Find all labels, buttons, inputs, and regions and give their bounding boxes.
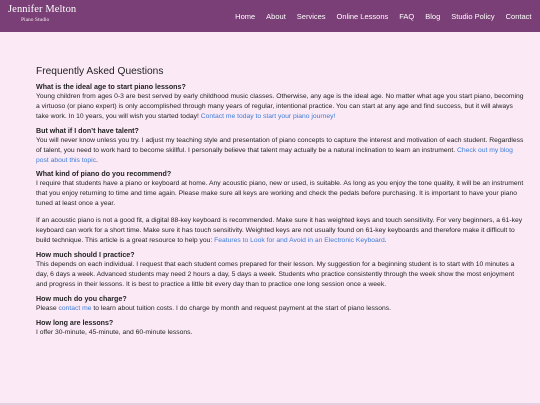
- answer-text: You will never know unless you try. I adjust my teaching style and presentation of piano concepts to capture the interest and motivation of each student. Regardless of talent, you need to work hard to become skillful. I personally believe that talent may actually be a natural inclination to learn an instrument.: [36, 136, 524, 154]
- faq-answer: [36, 216, 526, 246]
- nav-studio-policy[interactable]: Studio Policy: [451, 11, 495, 21]
- faq-answer: [36, 179, 526, 209]
- faq-question: How long are lessons?: [36, 318, 114, 327]
- brand-subtitle: Piano Studio: [21, 16, 50, 23]
- nav-services[interactable]: Services: [296, 11, 326, 21]
- faq-question: What kind of piano do you recommend?: [36, 170, 172, 179]
- faq-answer: [36, 92, 526, 122]
- answer-text: Young children from ages 0-3 are best served by early childhood music classes. Otherwise, any age is the ideal age. No matter what age you start piano, becoming a virtuoso (or piano expert) is only accomplished through many years of regular, intentional practice. You can start at any age and find success, but it will always take work. In 10 years, you will wish you started today!: [36, 93, 524, 120]
- answer-text: I require that students have a piano or keyboard at home. Any acoustic piano, new or used, is suitable. As long as you enjoy the tone quality, it will be an instrument that you enjoy returning to time and time again. Please make sure all keys are working and check the pedals before purchasing. It is important to have your piano tuned at least once a year.: [36, 180, 524, 208]
- nav-about[interactable]: About: [266, 11, 286, 21]
- answer-text: I offer 30-minute, 45-minute, and 60-minute lessons.: [36, 328, 193, 336]
- faq-answer: [36, 260, 526, 290]
- blog-post-link[interactable]: Check out my blog post about this topic: [36, 146, 513, 164]
- faq-answer: [36, 328, 526, 338]
- faq-content: [36, 66, 526, 338]
- page-title: Frequently Asked Questions: [36, 66, 164, 77]
- nav-faq[interactable]: FAQ: [399, 11, 415, 21]
- faq-answer: [36, 136, 526, 166]
- faq-answer: [36, 304, 526, 314]
- site-header: [0, 0, 540, 32]
- faq-question: What is the ideal age to start piano lessons?: [36, 83, 186, 91]
- brand-name: Jennifer Melton: [8, 4, 77, 15]
- nav-blog[interactable]: Blog: [425, 11, 441, 21]
- nav-online-lessons[interactable]: Online Lessons: [336, 11, 389, 21]
- site-logo[interactable]: [8, 5, 76, 23]
- faq-question: How much do you charge?: [36, 294, 127, 303]
- answer-text-after: to learn about tuition costs. I do charge by month and request payment at the start of piano lessons.: [91, 304, 391, 312]
- nav-contact[interactable]: Contact: [505, 11, 532, 21]
- keyboard-article-link[interactable]: Features to Look for and Avoid in an Electronic Keyboard: [214, 236, 385, 244]
- answer-text: If an acoustic piano is not a good fit, a digital 88-key keyboard is recommended. Make sure it has weighted keys and touch sensitivity. For very beginners, a 61-key keyboard can work for a short time. Make sure it has touch sensitivity. Weighted keys are not usually found on 61-key keyboards and therefore make it difficult to build technique. This article is a great resource to help you:: [36, 217, 523, 244]
- answer-text-after: .: [384, 236, 387, 244]
- answer-text-after: .: [96, 156, 98, 164]
- contact-me-link[interactable]: contact me: [58, 304, 92, 312]
- main-nav: [230, 0, 537, 32]
- faq-question: How much should I practice?: [36, 250, 135, 259]
- answer-text: This depends on each individual. I request that each student comes prepared for their lesson. My suggestion for a beginning student is to start with 10 minutes a day, 6 days a week. Advanced students may need 2 hours a day, 5 days a week. Students who practice consistently through the week show the most enjoyment and progress in their lessons. It is best to practice a little bit every day than to practice one long session once a week.: [36, 260, 515, 288]
- answer-text: Please: [36, 304, 59, 312]
- nav-home[interactable]: Home: [235, 11, 256, 21]
- contact-link[interactable]: Contact me today to start your piano journey!: [200, 112, 336, 120]
- faq-question: But what if I don’t have talent?: [36, 126, 139, 135]
